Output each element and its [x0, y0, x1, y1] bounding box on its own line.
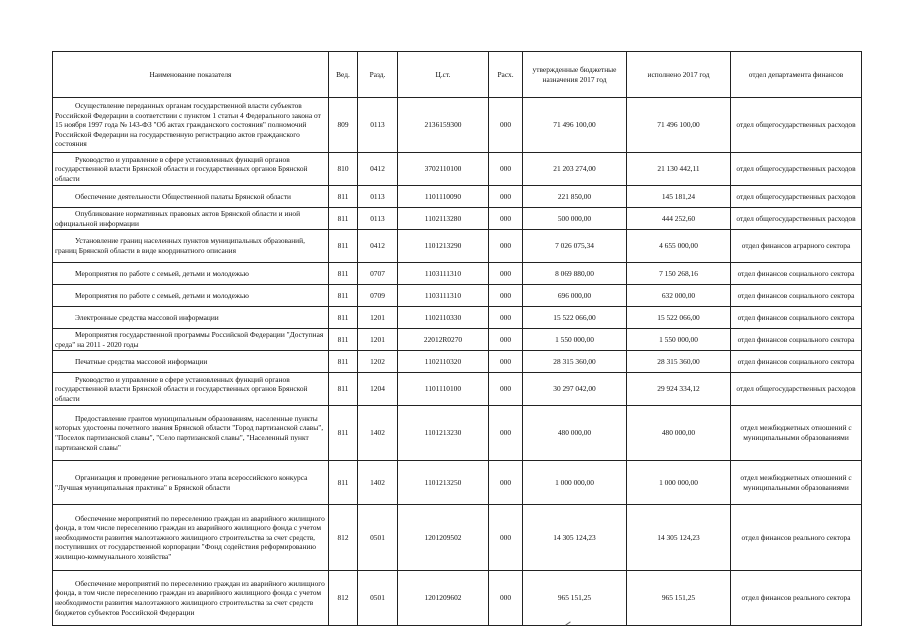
cell-name: Руководство и управление в сфере установленных функций органов государственной власти Брянской области и государственных органов Брянской области — [53, 153, 329, 186]
cell-rash: 000 — [489, 505, 523, 571]
cell-name: Мероприятия по работе с семьей, детьми и молодежью — [53, 285, 329, 307]
header-razd: Разд. — [358, 52, 398, 98]
cell-cst: 2136159300 — [398, 98, 489, 153]
table-row — [53, 230, 862, 263]
cell-cst: 1102110320 — [398, 351, 489, 373]
cell-approved: 7 026 075,34 — [523, 230, 627, 263]
cell-ved: 811 — [329, 307, 358, 329]
cell-cst: 1103111310 — [398, 285, 489, 307]
cell-executed: 14 305 124,23 — [627, 505, 731, 571]
cell-ved: 812 — [329, 505, 358, 571]
cell-name: Печатные средства массовой информации — [53, 351, 329, 373]
cell-name: Опубликование нормативных правовых актов Брянской области и иной официальной информации — [53, 208, 329, 230]
table-row — [53, 186, 862, 208]
cell-dept: отдел финансов социального сектора — [731, 329, 862, 351]
cell-dept: отдел межбюджетных отношений с муниципальными образованиями — [731, 406, 862, 461]
cell-dept: отдел общегосударственных расходов — [731, 373, 862, 406]
cell-razd: 0113 — [358, 186, 398, 208]
cell-cst: 1201209602 — [398, 571, 489, 626]
cell-executed: 15 522 066,00 — [627, 307, 731, 329]
table-row — [53, 153, 862, 186]
cell-razd: 0707 — [358, 263, 398, 285]
cell-razd: 0113 — [358, 208, 398, 230]
cell-rash: 000 — [489, 263, 523, 285]
cell-name: Предоставление грантов муниципальным образованиям, населенные пункты которых удостоены почетного звания Брянской области "Город партизанской славы", "Поселок партизанской славы", "Село партизанской славы", "Населенный пункт партизанской славы" — [53, 406, 329, 461]
cell-name: Установление границ населенных пунктов муниципальных образований, границ Брянской области в виде координатного описания — [53, 230, 329, 263]
cell-rash: 000 — [489, 98, 523, 153]
cell-ved: 812 — [329, 571, 358, 626]
cell-cst: 1101110100 — [398, 373, 489, 406]
cell-rash: 000 — [489, 373, 523, 406]
table-row — [53, 285, 862, 307]
cell-name: Руководство и управление в сфере установленных функций органов государственной власти Брянской области и государственных органов Брянской области — [53, 373, 329, 406]
cell-razd: 0412 — [358, 230, 398, 263]
cell-executed: 29 924 334,12 — [627, 373, 731, 406]
cell-rash: 000 — [489, 307, 523, 329]
cell-razd: 0113 — [358, 98, 398, 153]
cell-ved: 811 — [329, 230, 358, 263]
cell-ved: 811 — [329, 373, 358, 406]
cell-dept: отдел общегосударственных расходов — [731, 98, 862, 153]
cell-rash: 000 — [489, 208, 523, 230]
table-row — [53, 571, 862, 626]
cell-executed: 965 151,25 — [627, 571, 731, 626]
cell-executed: 1 000 000,00 — [627, 461, 731, 505]
table-row — [53, 461, 862, 505]
cell-approved: 21 203 274,00 — [523, 153, 627, 186]
cell-rash: 000 — [489, 230, 523, 263]
cell-razd: 1202 — [358, 351, 398, 373]
cell-dept: отдел финансов аграрного сектора — [731, 230, 862, 263]
cell-approved: 15 522 066,00 — [523, 307, 627, 329]
cell-cst: 1102113280 — [398, 208, 489, 230]
table-row — [53, 307, 862, 329]
cell-cst: 1101213290 — [398, 230, 489, 263]
cell-razd: 0501 — [358, 571, 398, 626]
cell-approved: 1 000 000,00 — [523, 461, 627, 505]
cell-ved: 809 — [329, 98, 358, 153]
cell-rash: 000 — [489, 285, 523, 307]
cell-razd: 0412 — [358, 153, 398, 186]
table-row — [53, 208, 862, 230]
cell-dept: отдел общегосударственных расходов — [731, 208, 862, 230]
cell-ved: 811 — [329, 329, 358, 351]
cell-rash: 000 — [489, 351, 523, 373]
cell-ved: 811 — [329, 263, 358, 285]
cell-name: Электронные средства массовой информации — [53, 307, 329, 329]
cell-cst: 1103111310 — [398, 263, 489, 285]
cell-rash: 000 — [489, 571, 523, 626]
cell-rash: 000 — [489, 186, 523, 208]
cell-ved: 810 — [329, 153, 358, 186]
cell-approved: 14 305 124,23 — [523, 505, 627, 571]
table-row — [53, 505, 862, 571]
cell-executed: 632 000,00 — [627, 285, 731, 307]
cell-dept: отдел финансов социального сектора — [731, 307, 862, 329]
cell-cst: 1101213250 — [398, 461, 489, 505]
cell-razd: 1201 — [358, 307, 398, 329]
cell-executed: 145 181,24 — [627, 186, 731, 208]
cell-cst: 1101213230 — [398, 406, 489, 461]
table-row — [53, 351, 862, 373]
cell-cst: 3702110100 — [398, 153, 489, 186]
cell-executed: 444 252,60 — [627, 208, 731, 230]
cell-ved: 811 — [329, 351, 358, 373]
cell-approved: 696 000,00 — [523, 285, 627, 307]
cell-cst: 1201209502 — [398, 505, 489, 571]
table-body — [53, 98, 862, 626]
cell-ved: 811 — [329, 406, 358, 461]
cell-cst: 1102110330 — [398, 307, 489, 329]
cell-dept: отдел финансов социального сектора — [731, 285, 862, 307]
cell-razd: 1402 — [358, 406, 398, 461]
cell-dept: отдел финансов реального сектора — [731, 505, 862, 571]
cell-executed: 28 315 360,00 — [627, 351, 731, 373]
cell-razd: 0501 — [358, 505, 398, 571]
header-rash: Расх. — [489, 52, 523, 98]
cell-executed: 21 130 442,11 — [627, 153, 731, 186]
cell-approved: 28 315 360,00 — [523, 351, 627, 373]
budget-table — [52, 51, 862, 626]
table-row — [53, 406, 862, 461]
cell-executed: 4 655 000,00 — [627, 230, 731, 263]
header-dept: отдел департамента финансов — [731, 52, 862, 98]
header-ved: Вед. — [329, 52, 358, 98]
cell-rash: 000 — [489, 153, 523, 186]
table-row — [53, 329, 862, 351]
cell-approved: 1 550 000,00 — [523, 329, 627, 351]
cell-razd: 1402 — [358, 461, 398, 505]
cell-name: Осуществление переданных органам государственной власти субъектов Российской Федерации в соответствии с пунктом 1 статьи 4 Федерального закона от 15 ноября 1997 года № 143-ФЗ "Об актах гражданского состояния" полномочий Российской Федерации на государственную регистрацию актов гражданского состояния — [53, 98, 329, 153]
cell-name: Мероприятия государственной программы Российской Федерации "Доступная среда" на 2011 - 2020 годы — [53, 329, 329, 351]
cell-name: Обеспечение мероприятий по переселению граждан из аварийного жилищного фонда, в том числе переселению граждан из аварийного жилищного фонда с учетом необходимости развития малоэтажного жилищного строительства за счет средств бюджетов субъектов Российской Федерации — [53, 571, 329, 626]
cell-approved: 30 297 042,00 — [523, 373, 627, 406]
cell-cst: 1101110090 — [398, 186, 489, 208]
cell-rash: 000 — [489, 329, 523, 351]
cell-approved: 8 069 880,00 — [523, 263, 627, 285]
cell-dept: отдел финансов социального сектора — [731, 263, 862, 285]
header-cst: Ц.ст. — [398, 52, 489, 98]
cell-dept: отдел финансов социального сектора — [731, 351, 862, 373]
cell-dept: отдел общегосударственных расходов — [731, 186, 862, 208]
cell-name: Мероприятия по работе с семьей, детьми и молодежью — [53, 263, 329, 285]
cell-approved: 71 496 100,00 — [523, 98, 627, 153]
cell-approved: 221 850,00 — [523, 186, 627, 208]
cell-dept: отдел межбюджетных отношений с муниципальными образованиями — [731, 461, 862, 505]
cell-rash: 000 — [489, 406, 523, 461]
cell-name: Организация и проведение регионального этапа всероссийского конкурса "Лучшая муниципальная практика" в Брянской области — [53, 461, 329, 505]
cell-approved: 965 151,25 — [523, 571, 627, 626]
cell-executed: 71 496 100,00 — [627, 98, 731, 153]
cell-ved: 811 — [329, 186, 358, 208]
header-name: Наименование показателя — [53, 52, 329, 98]
table-row — [53, 263, 862, 285]
table-header-row — [53, 52, 862, 98]
header-approved: утвержденные бюджетные назначения 2017 год — [523, 52, 627, 98]
cell-executed: 480 000,00 — [627, 406, 731, 461]
cell-approved: 500 000,00 — [523, 208, 627, 230]
cell-executed: 1 550 000,00 — [627, 329, 731, 351]
cell-executed: 7 150 268,16 — [627, 263, 731, 285]
cell-razd: 0709 — [358, 285, 398, 307]
cell-approved: 480 000,00 — [523, 406, 627, 461]
table-row — [53, 98, 862, 153]
cell-name: Обеспечение мероприятий по переселению граждан из аварийного жилищного фонда, в том числе переселению граждан из аварийного жилищного фонда с учетом необходимости развития малоэтажного жилищного строительства за счет средств, поступивших от государственной корпорации "Фонд содействия реформированию жилищно-коммунального хозяйства" — [53, 505, 329, 571]
header-executed: исполнено 2017 год — [627, 52, 731, 98]
cell-ved: 811 — [329, 208, 358, 230]
cell-razd: 1201 — [358, 329, 398, 351]
cell-ved: 811 — [329, 285, 358, 307]
cell-rash: 000 — [489, 461, 523, 505]
cell-razd: 1204 — [358, 373, 398, 406]
table-row — [53, 373, 862, 406]
cell-dept: отдел финансов реального сектора — [731, 571, 862, 626]
cell-cst: 22012R0270 — [398, 329, 489, 351]
cell-ved: 811 — [329, 461, 358, 505]
cell-dept: отдел общегосударственных расходов — [731, 153, 862, 186]
cell-name: Обеспечение деятельности Общественной палаты Брянской области — [53, 186, 329, 208]
